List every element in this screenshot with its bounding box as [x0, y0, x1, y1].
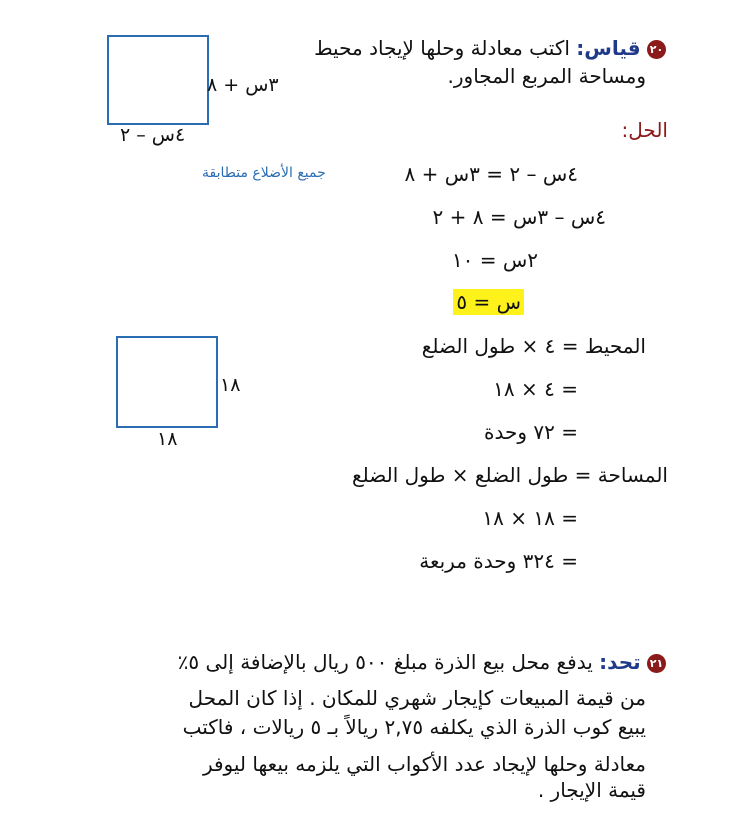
- square-figure-1: [107, 35, 209, 125]
- square-figure-2: [116, 336, 218, 428]
- area-line1: المساحة = طول الضلع × طول الضلع: [352, 463, 668, 487]
- q21-heading: تحد:: [599, 650, 641, 674]
- q21-text-line3: يبيع كوب الذرة الذي يكلفه ٢,٧٥ ريالاً بـ ٥ ريالات ، فاكتب: [182, 715, 646, 739]
- q20-text-line2: ومساحة المربع المجاور.: [447, 64, 646, 88]
- square2-bottom-label: ١٨: [157, 428, 178, 450]
- q21-text-line4: معادلة وحلها لإيجاد عدد الأكواب التي يلزمه بيعها ليوفر: [202, 752, 646, 776]
- equation-4-answer: [453, 290, 524, 314]
- q21-text-line5: قيمة الإيجار .: [537, 778, 646, 802]
- equation-2: ٤س – ٣س = ٨ + ٢: [432, 205, 606, 229]
- solution-label: الحل:: [621, 118, 668, 142]
- q21-text-line2: من قيمة المبيعات كإيجار شهري للمكان . إذا كان المحل: [188, 686, 646, 710]
- square1-side-label: ٣س + ٨: [207, 74, 279, 96]
- q21-number-badge: ٢١: [647, 654, 666, 673]
- perimeter-line2: = ٤ × ١٨: [493, 377, 578, 401]
- note-all-sides-congruent: جميع الأضلاع متطابقة: [202, 165, 326, 181]
- equation-3: ٢س = ١٠: [451, 248, 538, 272]
- square1-bottom-label: ٤س – ٢: [120, 124, 186, 146]
- equation-1: ٤س – ٢ = ٣س + ٨: [404, 162, 578, 186]
- q21-line1: [178, 650, 666, 674]
- perimeter-line3: = ٧٢ وحدة: [484, 420, 578, 444]
- q20-line1: [314, 36, 666, 60]
- square2-side-label: ١٨: [220, 374, 241, 396]
- q20-number-badge: ٢٠: [647, 40, 666, 59]
- answer-highlight: س = ٥: [453, 289, 524, 315]
- q20-heading: قياس:: [576, 36, 641, 60]
- q20-text-line1: اكتب معادلة وحلها لإيجاد محيط: [314, 36, 570, 60]
- area-line2: = ١٨ × ١٨: [482, 506, 578, 530]
- area-line3: = ٣٢٤ وحدة مربعة: [419, 549, 578, 573]
- perimeter-line1: المحيط = ٤ × طول الضلع: [421, 334, 646, 358]
- q21-text-line1: يدفع محل بيع الذرة مبلغ ٥٠٠ ريال بالإضافة إلى ٥٪: [177, 650, 593, 674]
